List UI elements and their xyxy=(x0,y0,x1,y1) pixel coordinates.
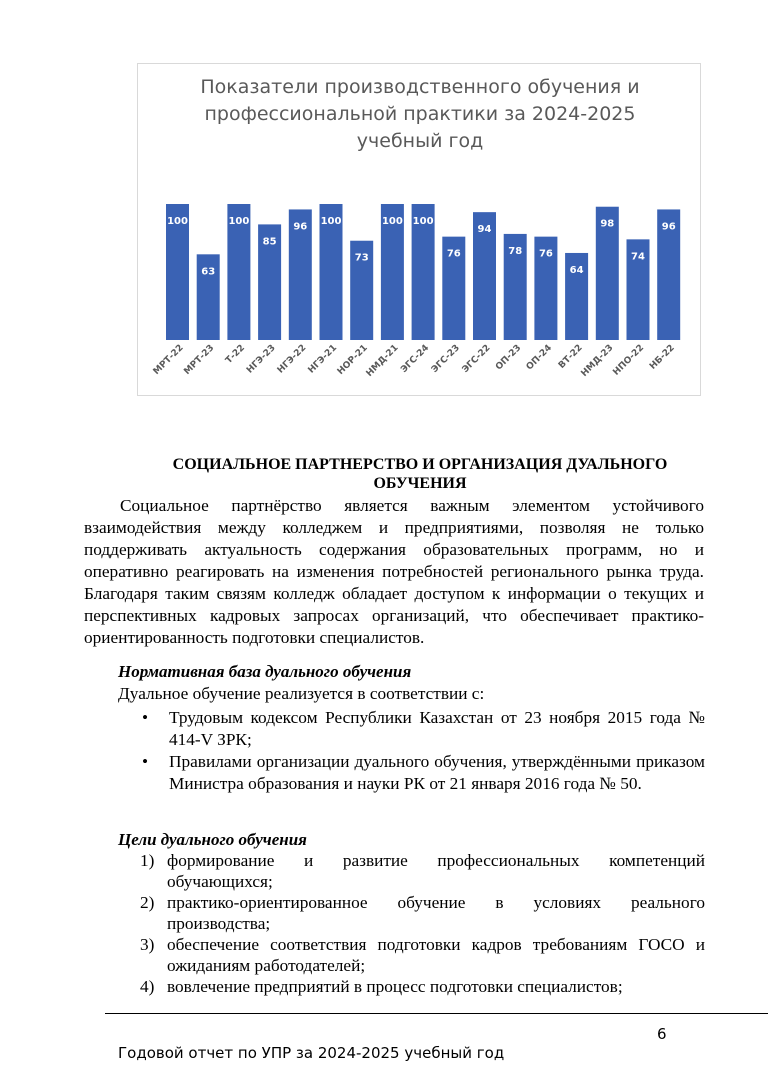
bar-data-label: 74 xyxy=(631,251,645,263)
x-tick-label: ЭГС-23 xyxy=(429,343,462,376)
bar-data-label: 64 xyxy=(569,264,584,276)
bar-data-label: 73 xyxy=(354,252,369,264)
bar-data-label: 100 xyxy=(381,216,403,227)
x-tick-label: НГЭ-22 xyxy=(275,343,309,376)
chart-title-line: Показатели производственного обучения и xyxy=(200,76,640,98)
goals-heading: Цели дуального обучения xyxy=(118,830,307,849)
x-tick-label: ОП-24 xyxy=(524,343,555,373)
x-tick-label: МРТ-22 xyxy=(151,343,186,377)
normative-intro: Дуальное обучение реализуется в соответствии с: xyxy=(118,684,485,703)
x-tick-label: НМД-23 xyxy=(579,343,616,379)
section-heading-line: ОБУЧЕНИЯ xyxy=(373,475,467,492)
section-paragraph xyxy=(84,495,704,649)
list-number: 2) xyxy=(140,893,155,912)
list-item-text: Трудовым кодексом Республики Казахстан от 23 ноября 2015 года № 414-V ЗРК; xyxy=(169,708,705,749)
page-number: 6 xyxy=(657,1025,667,1043)
normative-heading: Нормативная база дуального обучения xyxy=(118,662,412,681)
x-tick-label: ВТ-22 xyxy=(556,343,585,371)
list-item xyxy=(140,976,705,997)
bar-data-label: 76 xyxy=(538,248,553,260)
goals-list xyxy=(140,850,705,997)
bar-data-label: 76 xyxy=(446,248,461,260)
list-item-text: формирование и развитие профессиональных компетенций обучающихся; xyxy=(167,851,705,891)
list-item xyxy=(140,707,705,751)
x-tick-label: НПО-22 xyxy=(611,343,647,378)
bar-data-label: 100 xyxy=(167,216,188,227)
bullet-icon: • xyxy=(142,752,149,771)
list-item-text: практико-ориентированное обучение в условиях реального производства; xyxy=(167,893,705,933)
bullet-icon: • xyxy=(142,708,149,727)
bar-data-label: 100 xyxy=(412,216,434,227)
bar-data-label: 96 xyxy=(293,221,308,233)
x-tick-label: НГЭ-21 xyxy=(306,343,340,376)
list-item xyxy=(140,751,705,795)
x-tick-label: Т-22 xyxy=(224,343,248,366)
list-item-text: Правилами организации дуального обучения, утверждёнными приказом Министра образования и науки РК от 21 января 2016 года № 50. xyxy=(169,752,705,793)
footer-divider xyxy=(105,1013,768,1014)
x-tick-label: НМД-21 xyxy=(364,343,401,379)
bar-data-label: 78 xyxy=(508,245,523,257)
list-number: 4) xyxy=(140,977,155,996)
list-number: 3) xyxy=(140,935,155,954)
bar-data-label: 100 xyxy=(228,216,250,227)
x-tick-label: НГЭ-23 xyxy=(245,343,278,376)
chart-title-line: профессиональной практики за 2024-2025 xyxy=(204,103,636,125)
bar-data-label: 96 xyxy=(661,221,676,233)
bar-data-label: 100 xyxy=(320,216,342,227)
x-tick-label: НОР-21 xyxy=(335,343,370,378)
bar-data-label: 94 xyxy=(477,224,492,236)
list-item xyxy=(140,850,705,892)
normative-list xyxy=(140,707,705,795)
section-heading xyxy=(120,455,720,493)
x-tick-label: ЭГС-24 xyxy=(399,343,432,376)
bar-data-label: 63 xyxy=(201,266,216,278)
list-item-text: вовлечение предприятий в процесс подготовки специалистов; xyxy=(167,977,623,996)
bar-data-label: 98 xyxy=(600,218,615,230)
bar-chart-plot xyxy=(138,64,702,397)
chart-title-line: учебный год xyxy=(356,130,484,152)
x-tick-label: ОП-23 xyxy=(494,343,524,373)
list-number: 1) xyxy=(140,851,155,870)
list-item xyxy=(140,892,705,934)
x-tick-label: НБ-22 xyxy=(648,343,677,372)
section-heading-line: СОЦИАЛЬНОЕ ПАРТНЕРСТВО И ОРГАНИЗАЦИЯ ДУАЛЬНОГО xyxy=(172,456,668,473)
bar-data-label: 85 xyxy=(262,236,277,248)
x-tick-label: МРТ-23 xyxy=(182,343,217,377)
paragraph-text: Социальное партнёрство является важным элементом устойчивого взаимодействия между колледжем и предприятиями, позволяя не только поддерживать актуальность содержания образовательных программ, но и оперативно реагировать на изменения потребностей регионального рынка труда. Благодаря таким связям колледж обладает доступом к информации о текущих и перспективных кадровых запросах организаций, что обеспечивает практико-ориентированность подготовки специалистов. xyxy=(84,496,704,647)
footer-text: Годовой отчет по УПР за 2024-2025 учебный год xyxy=(118,1044,505,1062)
x-tick-label: ЭГС-22 xyxy=(460,343,493,376)
chart xyxy=(137,63,701,396)
list-item-text: обеспечение соответствия подготовки кадров требованиям ГОСО и ожиданиям работодателей; xyxy=(167,935,705,975)
list-item xyxy=(140,934,705,976)
